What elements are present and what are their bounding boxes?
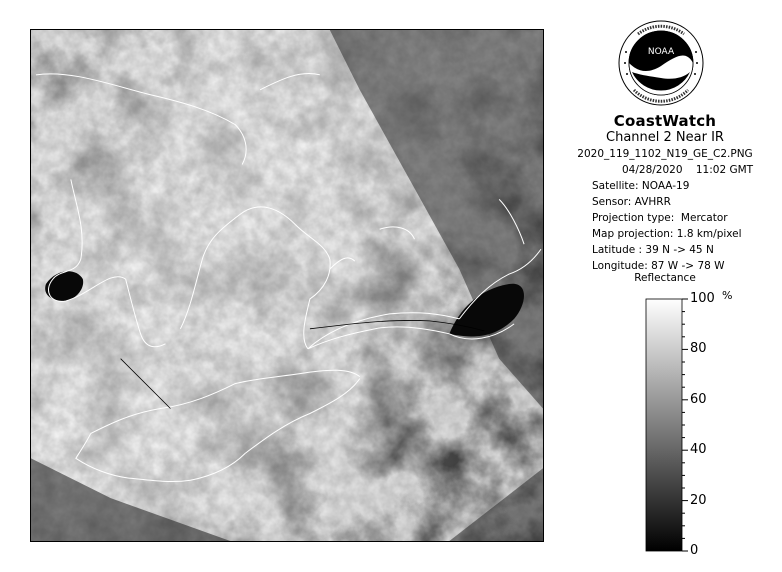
reflectance-scale — [645, 290, 705, 560]
scale-tick-label: 60 — [690, 391, 707, 407]
reflectance-gradient-bar — [646, 299, 682, 551]
noaa-logo — [618, 20, 704, 106]
scale-unit: % — [722, 289, 733, 302]
scale-tick-label: 40 — [690, 442, 707, 458]
projection-type: Projection type: Mercator — [592, 212, 728, 224]
latitude-range: Latitude : 39 N -> 45 N — [592, 244, 714, 256]
satellite-map — [30, 29, 544, 542]
longitude-range: Longitude: 87 W -> 78 W — [592, 260, 725, 272]
channel-subtitle: Channel 2 Near IR — [606, 130, 724, 145]
logo-text: NOAA — [647, 47, 675, 57]
legend-title: Reflectance — [634, 272, 696, 284]
filename: 2020_119_1102_N19_GE_C2.PNG — [577, 148, 753, 160]
satellite-info: Satellite: NOAA-19 — [592, 180, 690, 192]
map-projection: Map projection: 1.8 km/pixel — [592, 228, 742, 240]
sensor-info: Sensor: AVHRR — [592, 196, 671, 208]
scale-tick-label: 80 — [690, 341, 707, 357]
scale-tick-label: 100 — [690, 291, 715, 306]
date-time: 04/28/2020 11:02 GMT — [622, 164, 754, 176]
scale-tick-label: 0 — [690, 543, 699, 558]
product-title: CoastWatch — [613, 112, 717, 130]
scale-tick-label: 20 — [690, 492, 707, 508]
scale-ticks — [682, 299, 688, 551]
